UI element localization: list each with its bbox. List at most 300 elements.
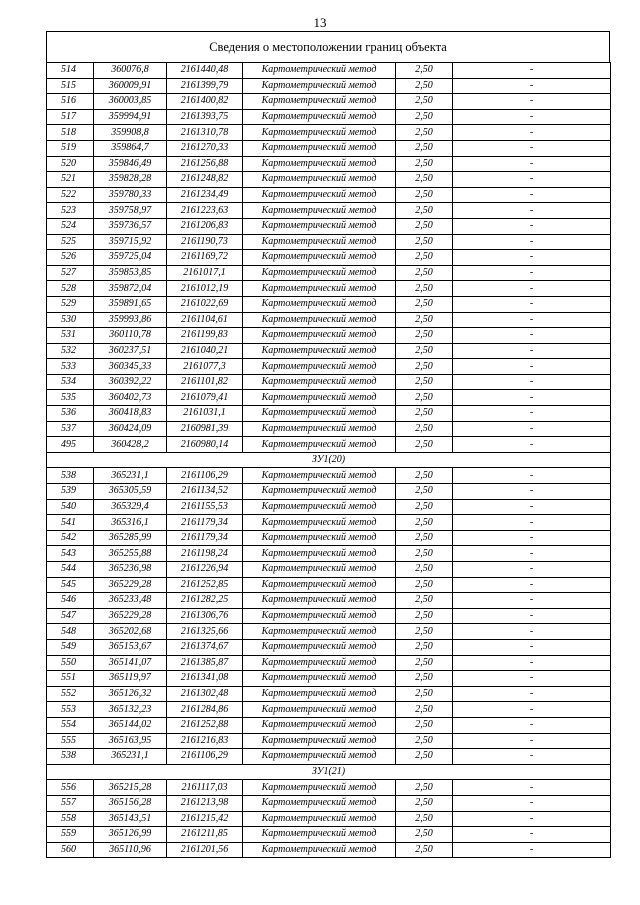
- method-cell: Картометрический метод: [243, 702, 396, 718]
- x-coordinate-cell: 359715,92: [94, 234, 167, 250]
- y-coordinate-cell: 2161106,29: [167, 468, 243, 484]
- accuracy-cell: 2,50: [396, 608, 453, 624]
- y-coordinate-cell: 2161206,83: [167, 218, 243, 234]
- method-cell: Картометрический метод: [243, 577, 396, 593]
- accuracy-cell: 2,50: [396, 717, 453, 733]
- point-number-cell: 549: [47, 639, 94, 655]
- x-coordinate-cell: 365305,59: [94, 484, 167, 500]
- y-coordinate-cell: 2161031,1: [167, 406, 243, 422]
- description-cell: -: [453, 749, 611, 765]
- y-coordinate-cell: 2161310,78: [167, 125, 243, 141]
- description-cell: -: [453, 343, 611, 359]
- table-row: [47, 530, 611, 546]
- method-cell: Картометрический метод: [243, 624, 396, 640]
- x-coordinate-cell: 359846,49: [94, 156, 167, 172]
- description-cell: -: [453, 359, 611, 375]
- y-coordinate-cell: 2161374,67: [167, 639, 243, 655]
- y-coordinate-cell: 2161017,1: [167, 265, 243, 281]
- point-number-cell: 547: [47, 608, 94, 624]
- accuracy-cell: 2,50: [396, 749, 453, 765]
- accuracy-cell: 2,50: [396, 265, 453, 281]
- accuracy-cell: 2,50: [396, 156, 453, 172]
- accuracy-cell: 2,50: [396, 437, 453, 453]
- table-row: [47, 733, 611, 749]
- point-number-cell: 525: [47, 234, 94, 250]
- x-coordinate-cell: 360418,83: [94, 406, 167, 422]
- point-number-cell: 519: [47, 140, 94, 156]
- method-cell: Картометрический метод: [243, 109, 396, 125]
- x-coordinate-cell: 360003,85: [94, 94, 167, 110]
- y-coordinate-cell: 2161155,53: [167, 499, 243, 515]
- method-cell: Картометрический метод: [243, 468, 396, 484]
- description-cell: -: [453, 140, 611, 156]
- table-row: [47, 468, 611, 484]
- method-cell: Картометрический метод: [243, 94, 396, 110]
- description-cell: -: [453, 218, 611, 234]
- method-cell: Картометрический метод: [243, 530, 396, 546]
- y-coordinate-cell: 2161385,87: [167, 655, 243, 671]
- point-number-cell: 546: [47, 593, 94, 609]
- y-coordinate-cell: 2161226,94: [167, 562, 243, 578]
- description-cell: -: [453, 265, 611, 281]
- coordinates-table: [46, 62, 611, 858]
- y-coordinate-cell: 2161201,56: [167, 842, 243, 858]
- method-cell: Картометрический метод: [243, 390, 396, 406]
- accuracy-cell: 2,50: [396, 281, 453, 297]
- description-cell: -: [453, 94, 611, 110]
- x-coordinate-cell: 365163,95: [94, 733, 167, 749]
- accuracy-cell: 2,50: [396, 639, 453, 655]
- point-number-cell: 524: [47, 218, 94, 234]
- description-cell: -: [453, 717, 611, 733]
- table-row: [47, 359, 611, 375]
- table-row: [47, 156, 611, 172]
- table-row: [47, 608, 611, 624]
- y-coordinate-cell: 2161216,83: [167, 733, 243, 749]
- point-number-cell: 556: [47, 780, 94, 796]
- method-cell: Картометрический метод: [243, 156, 396, 172]
- method-cell: Картометрический метод: [243, 359, 396, 375]
- x-coordinate-cell: 365255,88: [94, 546, 167, 562]
- y-coordinate-cell: 2161306,76: [167, 608, 243, 624]
- method-cell: Картометрический метод: [243, 78, 396, 94]
- accuracy-cell: 2,50: [396, 172, 453, 188]
- accuracy-cell: 2,50: [396, 187, 453, 203]
- y-coordinate-cell: 2161190,73: [167, 234, 243, 250]
- point-number-cell: 551: [47, 671, 94, 687]
- point-number-cell: 538: [47, 749, 94, 765]
- accuracy-cell: 2,50: [396, 359, 453, 375]
- method-cell: Картометрический метод: [243, 515, 396, 531]
- table-row: [47, 78, 611, 94]
- method-cell: Картометрический метод: [243, 686, 396, 702]
- table-row: [47, 218, 611, 234]
- y-coordinate-cell: 2161104,61: [167, 312, 243, 328]
- description-cell: -: [453, 125, 611, 141]
- x-coordinate-cell: 365231,1: [94, 468, 167, 484]
- table-row: [47, 296, 611, 312]
- x-coordinate-cell: 360076,8: [94, 63, 167, 79]
- x-coordinate-cell: 359780,33: [94, 187, 167, 203]
- y-coordinate-cell: 2161256,88: [167, 156, 243, 172]
- table-row: [47, 717, 611, 733]
- description-cell: -: [453, 312, 611, 328]
- table-row: [47, 593, 611, 609]
- accuracy-cell: 2,50: [396, 686, 453, 702]
- y-coordinate-cell: 2161198,24: [167, 546, 243, 562]
- table-row: [47, 390, 611, 406]
- x-coordinate-cell: 359993,86: [94, 312, 167, 328]
- method-cell: Картометрический метод: [243, 593, 396, 609]
- x-coordinate-cell: 359828,28: [94, 172, 167, 188]
- table-row: [47, 515, 611, 531]
- table-row: [47, 795, 611, 811]
- description-cell: -: [453, 639, 611, 655]
- point-number-cell: 548: [47, 624, 94, 640]
- accuracy-cell: 2,50: [396, 702, 453, 718]
- x-coordinate-cell: 359864,7: [94, 140, 167, 156]
- table-row: [47, 484, 611, 500]
- y-coordinate-cell: 2161393,75: [167, 109, 243, 125]
- accuracy-cell: 2,50: [396, 515, 453, 531]
- accuracy-cell: 2,50: [396, 484, 453, 500]
- accuracy-cell: 2,50: [396, 203, 453, 219]
- y-coordinate-cell: 2161169,72: [167, 250, 243, 266]
- description-cell: -: [453, 78, 611, 94]
- x-coordinate-cell: 365141,07: [94, 655, 167, 671]
- table-row: [47, 842, 611, 858]
- method-cell: Картометрический метод: [243, 234, 396, 250]
- accuracy-cell: 2,50: [396, 328, 453, 344]
- method-cell: Картометрический метод: [243, 795, 396, 811]
- table-row: [47, 686, 611, 702]
- point-number-cell: 527: [47, 265, 94, 281]
- point-number-cell: 521: [47, 172, 94, 188]
- point-number-cell: 560: [47, 842, 94, 858]
- x-coordinate-cell: 359758,97: [94, 203, 167, 219]
- x-coordinate-cell: 365143,51: [94, 811, 167, 827]
- point-number-cell: 550: [47, 655, 94, 671]
- description-cell: -: [453, 608, 611, 624]
- accuracy-cell: 2,50: [396, 811, 453, 827]
- point-number-cell: 531: [47, 328, 94, 344]
- y-coordinate-cell: 2161400,82: [167, 94, 243, 110]
- y-coordinate-cell: 2161179,34: [167, 530, 243, 546]
- point-number-cell: 534: [47, 374, 94, 390]
- y-coordinate-cell: 2161211,85: [167, 827, 243, 843]
- accuracy-cell: 2,50: [396, 94, 453, 110]
- point-number-cell: 558: [47, 811, 94, 827]
- x-coordinate-cell: 360428,2: [94, 437, 167, 453]
- point-number-cell: 528: [47, 281, 94, 297]
- table-row: [47, 780, 611, 796]
- description-cell: -: [453, 63, 611, 79]
- method-cell: Картометрический метод: [243, 733, 396, 749]
- method-cell: Картометрический метод: [243, 842, 396, 858]
- description-cell: -: [453, 795, 611, 811]
- table-row: [47, 546, 611, 562]
- description-cell: -: [453, 562, 611, 578]
- method-cell: Картометрический метод: [243, 343, 396, 359]
- x-coordinate-cell: 360237,51: [94, 343, 167, 359]
- table-row: [47, 406, 611, 422]
- x-coordinate-cell: 359736,57: [94, 218, 167, 234]
- point-number-cell: 543: [47, 546, 94, 562]
- description-cell: -: [453, 328, 611, 344]
- table-row: [47, 624, 611, 640]
- description-cell: -: [453, 515, 611, 531]
- description-cell: -: [453, 686, 611, 702]
- point-number-cell: 517: [47, 109, 94, 125]
- description-cell: -: [453, 281, 611, 297]
- table-row: [47, 577, 611, 593]
- method-cell: Картометрический метод: [243, 749, 396, 765]
- table-row: [47, 125, 611, 141]
- x-coordinate-cell: 365153,67: [94, 639, 167, 655]
- y-coordinate-cell: 2161117,03: [167, 780, 243, 796]
- table-row: [47, 328, 611, 344]
- x-coordinate-cell: 365144,02: [94, 717, 167, 733]
- accuracy-cell: 2,50: [396, 733, 453, 749]
- y-coordinate-cell: 2161284,86: [167, 702, 243, 718]
- point-number-cell: 514: [47, 63, 94, 79]
- point-number-cell: 552: [47, 686, 94, 702]
- x-coordinate-cell: 365126,32: [94, 686, 167, 702]
- method-cell: Картометрический метод: [243, 328, 396, 344]
- method-cell: Картометрический метод: [243, 437, 396, 453]
- method-cell: Картометрический метод: [243, 312, 396, 328]
- page-number: 13: [313, 15, 327, 30]
- point-number-cell: 539: [47, 484, 94, 500]
- method-cell: Картометрический метод: [243, 608, 396, 624]
- accuracy-cell: 2,50: [396, 546, 453, 562]
- x-coordinate-cell: 360424,09: [94, 421, 167, 437]
- point-number-cell: 538: [47, 468, 94, 484]
- description-cell: -: [453, 421, 611, 437]
- x-coordinate-cell: 365132,23: [94, 702, 167, 718]
- table-row: [47, 63, 611, 79]
- table-row: [47, 172, 611, 188]
- y-coordinate-cell: 2161040,21: [167, 343, 243, 359]
- accuracy-cell: 2,50: [396, 312, 453, 328]
- point-number-cell: 530: [47, 312, 94, 328]
- y-coordinate-cell: 2161399,79: [167, 78, 243, 94]
- x-coordinate-cell: 365233,48: [94, 593, 167, 609]
- x-coordinate-cell: 365119,97: [94, 671, 167, 687]
- point-number-cell: 520: [47, 156, 94, 172]
- method-cell: Картометрический метод: [243, 406, 396, 422]
- description-cell: -: [453, 296, 611, 312]
- table-row: [47, 811, 611, 827]
- accuracy-cell: 2,50: [396, 250, 453, 266]
- method-cell: Картометрический метод: [243, 671, 396, 687]
- x-coordinate-cell: 359994,91: [94, 109, 167, 125]
- point-number-cell: 553: [47, 702, 94, 718]
- x-coordinate-cell: 365329,4: [94, 499, 167, 515]
- table-row: [47, 250, 611, 266]
- accuracy-cell: 2,50: [396, 63, 453, 79]
- description-cell: -: [453, 624, 611, 640]
- description-cell: -: [453, 468, 611, 484]
- table-row: [47, 562, 611, 578]
- method-cell: Картометрический метод: [243, 421, 396, 437]
- method-cell: Картометрический метод: [243, 203, 396, 219]
- point-number-cell: 545: [47, 577, 94, 593]
- method-cell: Картометрический метод: [243, 546, 396, 562]
- x-coordinate-cell: 360345,33: [94, 359, 167, 375]
- y-coordinate-cell: 2161223,63: [167, 203, 243, 219]
- accuracy-cell: 2,50: [396, 795, 453, 811]
- point-number-cell: 535: [47, 390, 94, 406]
- table-row: [47, 281, 611, 297]
- y-coordinate-cell: 2161252,85: [167, 577, 243, 593]
- table-row: [47, 187, 611, 203]
- accuracy-cell: 2,50: [396, 234, 453, 250]
- y-coordinate-cell: 2161234,49: [167, 187, 243, 203]
- description-cell: -: [453, 827, 611, 843]
- table-row: [47, 671, 611, 687]
- method-cell: Картометрический метод: [243, 562, 396, 578]
- x-coordinate-cell: 359872,04: [94, 281, 167, 297]
- x-coordinate-cell: 359908,8: [94, 125, 167, 141]
- table-row: [47, 499, 611, 515]
- y-coordinate-cell: 2161252,88: [167, 717, 243, 733]
- y-coordinate-cell: 2161215,42: [167, 811, 243, 827]
- accuracy-cell: 2,50: [396, 671, 453, 687]
- accuracy-cell: 2,50: [396, 218, 453, 234]
- y-coordinate-cell: 2161134,52: [167, 484, 243, 500]
- method-cell: Картометрический метод: [243, 484, 396, 500]
- point-number-cell: 540: [47, 499, 94, 515]
- y-coordinate-cell: 2161325,66: [167, 624, 243, 640]
- x-coordinate-cell: 359853,85: [94, 265, 167, 281]
- x-coordinate-cell: 359891,65: [94, 296, 167, 312]
- point-number-cell: 529: [47, 296, 94, 312]
- description-cell: -: [453, 546, 611, 562]
- point-number-cell: 532: [47, 343, 94, 359]
- method-cell: Картометрический метод: [243, 125, 396, 141]
- x-coordinate-cell: 365110,96: [94, 842, 167, 858]
- accuracy-cell: 2,50: [396, 140, 453, 156]
- accuracy-cell: 2,50: [396, 499, 453, 515]
- accuracy-cell: 2,50: [396, 390, 453, 406]
- method-cell: Картометрический метод: [243, 827, 396, 843]
- table-row: [47, 702, 611, 718]
- method-cell: Картометрический метод: [243, 265, 396, 281]
- method-cell: Картометрический метод: [243, 639, 396, 655]
- x-coordinate-cell: 365126,99: [94, 827, 167, 843]
- description-cell: -: [453, 172, 611, 188]
- accuracy-cell: 2,50: [396, 421, 453, 437]
- boundary-sheet: [46, 31, 610, 858]
- point-number-cell: 554: [47, 717, 94, 733]
- table-row: [47, 203, 611, 219]
- description-cell: -: [453, 234, 611, 250]
- table-row: [47, 94, 611, 110]
- description-cell: -: [453, 530, 611, 546]
- table-row: [47, 374, 611, 390]
- method-cell: Картометрический метод: [243, 218, 396, 234]
- x-coordinate-cell: 359725,04: [94, 250, 167, 266]
- accuracy-cell: 2,50: [396, 374, 453, 390]
- y-coordinate-cell: 2161079,41: [167, 390, 243, 406]
- y-coordinate-cell: 2161077,3: [167, 359, 243, 375]
- accuracy-cell: 2,50: [396, 655, 453, 671]
- point-number-cell: 516: [47, 94, 94, 110]
- y-coordinate-cell: 2161282,25: [167, 593, 243, 609]
- point-number-cell: 559: [47, 827, 94, 843]
- section-header-row: [47, 452, 611, 468]
- x-coordinate-cell: 365236,98: [94, 562, 167, 578]
- x-coordinate-cell: 360110,78: [94, 328, 167, 344]
- x-coordinate-cell: 365215,28: [94, 780, 167, 796]
- method-cell: Картометрический метод: [243, 187, 396, 203]
- table-row: [47, 109, 611, 125]
- accuracy-cell: 2,50: [396, 78, 453, 94]
- table-row: [47, 343, 611, 359]
- point-number-cell: 555: [47, 733, 94, 749]
- method-cell: Картометрический метод: [243, 499, 396, 515]
- table-row: [47, 437, 611, 453]
- y-coordinate-cell: 2161302,48: [167, 686, 243, 702]
- table-row: [47, 827, 611, 843]
- y-coordinate-cell: 2161199,83: [167, 328, 243, 344]
- description-cell: -: [453, 577, 611, 593]
- description-cell: -: [453, 733, 611, 749]
- x-coordinate-cell: 365156,28: [94, 795, 167, 811]
- y-coordinate-cell: 2161022,69: [167, 296, 243, 312]
- description-cell: -: [453, 390, 611, 406]
- description-cell: -: [453, 702, 611, 718]
- x-coordinate-cell: 365202,68: [94, 624, 167, 640]
- y-coordinate-cell: 2161270,33: [167, 140, 243, 156]
- table-title: Сведения о местоположении границ объекта: [46, 31, 610, 62]
- point-number-cell: 533: [47, 359, 94, 375]
- x-coordinate-cell: 365231,1: [94, 749, 167, 765]
- y-coordinate-cell: 2161101,82: [167, 374, 243, 390]
- accuracy-cell: 2,50: [396, 842, 453, 858]
- y-coordinate-cell: 2160980,14: [167, 437, 243, 453]
- method-cell: Картометрический метод: [243, 250, 396, 266]
- point-number-cell: 542: [47, 530, 94, 546]
- method-cell: Картометрический метод: [243, 140, 396, 156]
- point-number-cell: 541: [47, 515, 94, 531]
- point-number-cell: 536: [47, 406, 94, 422]
- method-cell: Картометрический метод: [243, 374, 396, 390]
- x-coordinate-cell: 365229,28: [94, 577, 167, 593]
- accuracy-cell: 2,50: [396, 530, 453, 546]
- description-cell: -: [453, 374, 611, 390]
- description-cell: -: [453, 250, 611, 266]
- description-cell: -: [453, 593, 611, 609]
- section-header-row: [47, 764, 611, 780]
- y-coordinate-cell: 2161179,34: [167, 515, 243, 531]
- y-coordinate-cell: 2161341,08: [167, 671, 243, 687]
- description-cell: -: [453, 406, 611, 422]
- table-row: [47, 234, 611, 250]
- table-row: [47, 655, 611, 671]
- accuracy-cell: 2,50: [396, 593, 453, 609]
- x-coordinate-cell: 365285,99: [94, 530, 167, 546]
- section-label: ЗУ1(21): [47, 764, 611, 780]
- point-number-cell: 515: [47, 78, 94, 94]
- point-number-cell: 523: [47, 203, 94, 219]
- table-row: [47, 639, 611, 655]
- point-number-cell: 544: [47, 562, 94, 578]
- accuracy-cell: 2,50: [396, 468, 453, 484]
- description-cell: -: [453, 811, 611, 827]
- description-cell: -: [453, 484, 611, 500]
